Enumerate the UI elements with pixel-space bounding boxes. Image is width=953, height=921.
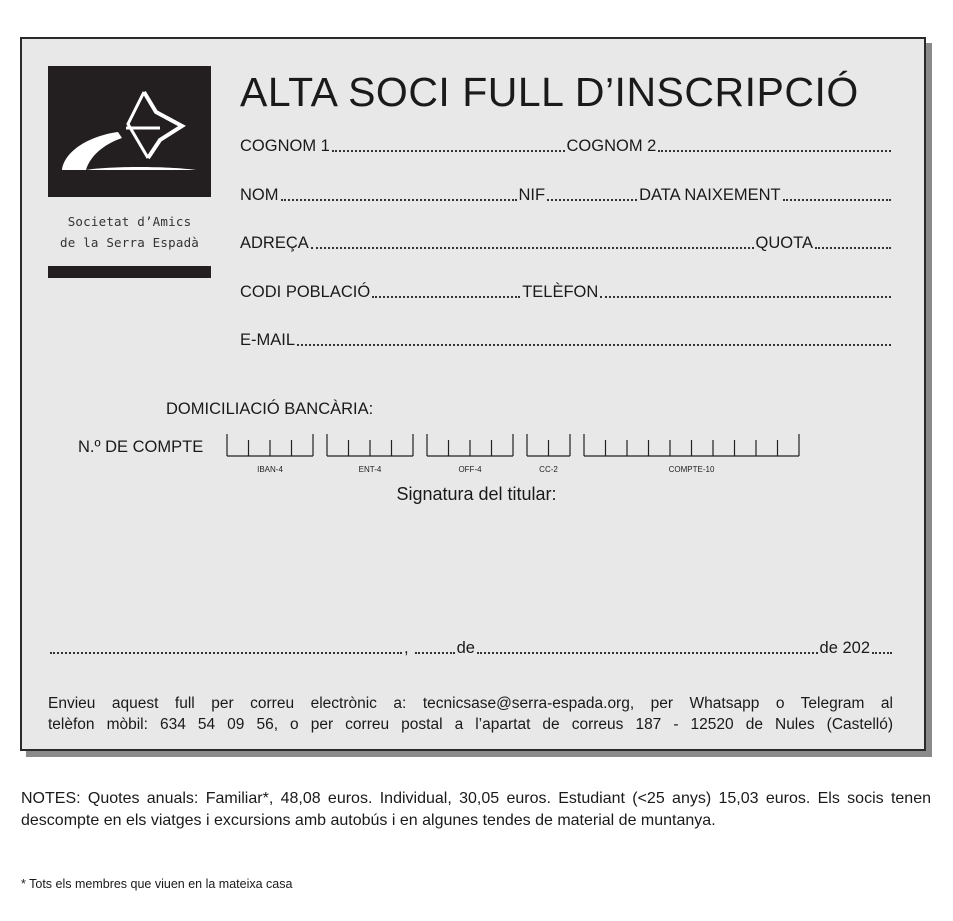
row-adreca: [240, 231, 893, 253]
row-nom: [240, 183, 893, 205]
logo-underline-bar: [48, 266, 211, 278]
account-boxes[interactable]: [226, 432, 826, 460]
date-place-line: [48, 636, 894, 658]
account-segment-ent-4[interactable]: [327, 434, 413, 456]
email-field[interactable]: [297, 344, 891, 346]
form-title: ALTA SOCI FULL D’INSCRIPCIÓ: [240, 69, 859, 115]
society-name-line1: Societat d’Amics: [67, 214, 192, 229]
row-cognoms: [240, 134, 893, 156]
email-label: E-MAIL: [240, 331, 296, 349]
cognom1-field[interactable]: [332, 150, 565, 152]
nom-label: NOM: [240, 186, 279, 204]
data-naixement-label: DATA NAIXEMENT: [639, 186, 781, 204]
account-segment-iban-4[interactable]: [227, 434, 313, 456]
date-de1: de: [456, 639, 475, 657]
account-segment-off-4[interactable]: [427, 434, 513, 456]
segment-label-iban-4: IBAN-4: [257, 465, 283, 474]
bank-section-title: DOMICILIACIÓ BANCÀRIA:: [166, 400, 374, 418]
send-line-2: telèfon mòbil: 634 54 09 56, o per correu postal a l’apartat de correus 187 - 12520 de Nules (Castelló): [48, 716, 893, 733]
day-field[interactable]: [415, 652, 455, 654]
cognom2-label: COGNOM 2: [566, 137, 657, 155]
row-poblacio: [240, 280, 893, 302]
footnote: * Tots els membres que viuen en la mateixa casa: [21, 877, 293, 891]
year-field[interactable]: [872, 652, 892, 654]
nom-field[interactable]: [281, 199, 517, 201]
society-logo: [48, 66, 211, 197]
date-de2: de 202: [819, 639, 870, 657]
fee-notes: NOTES: Quotes anuals: Familiar*, 48,08 euros. Individual, 30,05 euros. Estudiant (<25 anys) 15,03 euros. Els socis tenen descompte en els viatges i excursions amb autobús i en algunes tendes de material de muntanya.: [21, 790, 931, 829]
codi-poblacio-label: CODI POBLACIÓ: [240, 283, 371, 301]
society-name-line2: de la Serra Espadà: [59, 235, 200, 250]
send-instructions: [48, 693, 893, 735]
signature-label: Signatura del titular:: [396, 484, 557, 504]
adreca-label: ADREÇA: [240, 234, 309, 252]
cognom2-field[interactable]: [658, 150, 891, 152]
account-segment-compte-10[interactable]: [584, 434, 799, 456]
account-segment-cc-2[interactable]: [527, 434, 570, 456]
nif-field[interactable]: [547, 199, 637, 201]
quota-label: QUOTA: [755, 234, 813, 252]
segment-label-off-4: OFF-4: [458, 465, 482, 474]
telefon-label: TELÈFON: [522, 283, 599, 301]
month-field[interactable]: [477, 652, 818, 654]
adreca-field[interactable]: [311, 247, 754, 249]
quota-field[interactable]: [815, 247, 891, 249]
segment-label-ent-4: ENT-4: [358, 465, 382, 474]
date-comma: ,: [404, 639, 409, 657]
segment-label-compte-10: COMPTE-10: [668, 465, 715, 474]
telefon-field[interactable]: [600, 296, 891, 298]
send-line-1: Envieu aquest full per correu electrònic a: tecnicsase@serra-espada.org, per Whatsapp o Telegram al: [48, 695, 893, 712]
cognom1-label: COGNOM 1: [240, 137, 330, 155]
account-number-label: N.º DE COMPTE: [78, 438, 204, 456]
codi-poblacio-field[interactable]: [372, 296, 520, 298]
data-naixement-field[interactable]: [783, 199, 891, 201]
arrow-logo-icon: [48, 66, 211, 197]
nif-label: NIF: [518, 186, 546, 204]
place-field[interactable]: [50, 652, 402, 654]
segment-label-cc-2: CC-2: [539, 465, 558, 474]
society-name: [48, 211, 211, 253]
row-email: [240, 328, 893, 350]
